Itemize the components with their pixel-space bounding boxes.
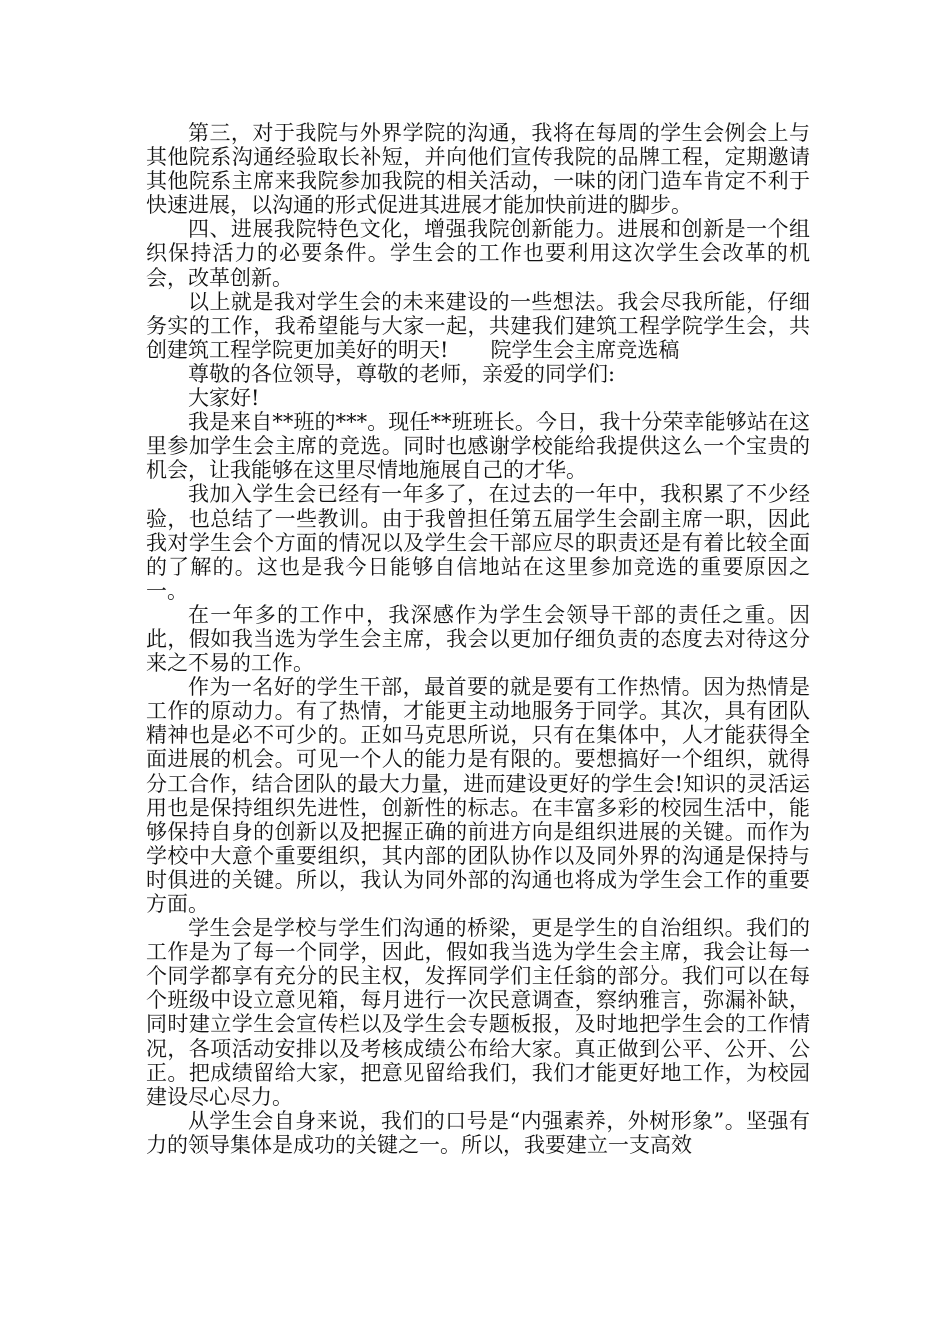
paragraph-1: 第三，对于我院与外界学院的沟通，我将在每周的学生会例会上与其他院系沟通经验取长补短，并向他们宣传我院的品牌工程，定期邀请其他院系主席来我院参加我院的相关活动，一味的闭门造车肯定不利于快速进展，以沟通的形式促进其进展才能加快前进的脚步。: [146, 121, 810, 218]
salutation: 尊敬的各位领导，尊敬的老师，亲爱的同学们:: [188, 361, 616, 386]
paragraph-3: 以上就是我对学生会的未来建设的一些想法。我会尽我所能，仔细务实的工作，我希望能与大家一起，共建我们建筑工程学院学生会，共创建筑工程学院更加美好的明天! 院学生会主席竞选稿: [146, 289, 810, 362]
paragraph-2: 四、进展我院特色文化，增强我院创新能力。进展和创新是一个组织保持活力的必要条件。学生会的工作也要利用这次学生会改革的机会，改革创新。: [146, 217, 810, 290]
paragraph-6: 我是来自**班的***。现任**班班长。今日，我十分荣幸能够站在这里参加学生会主席的竞选。同时也感谢学校能给我提供这么一个宝贵的机会，让我能够在这里尽情地施展自己的才华。: [146, 410, 810, 483]
paragraph-10: 学生会是学校与学生们沟通的桥梁，更是学生的自治组织。我们的工作是为了每一个同学，因此，假如我当选为学生会主席，我会让每一个同学都享有充分的民主权，发挥同学们主任翁的部分。我们可以在每个班级中设立意见箱，每月进行一次民意调查，察纳雅言，弥漏补缺，同时建立学生会宣传栏以及学生会专题板报，及时地把学生会的工作情况，各项活动安排以及考核成绩公布给大家。真正做到公平、公开、公正。把成绩留给大家，把意见留给我们，我们才能更好地工作，为校园建设尽心尽力。: [146, 916, 810, 1109]
paragraph-8: 在一年多的工作中，我深感作为学生会领导干部的责任之重。因此，假如我当选为学生会主席，我会以更加仔细负责的态度去对待这分来之不易的工作。: [146, 602, 810, 676]
document-body: [146, 121, 810, 1157]
greeting: 大家好!: [188, 386, 260, 411]
paragraph-9: 作为一名好的学生干部，最首要的就是要有工作热情。因为热情是工作的原动力。有了热情，才能更主动地服务于同学。其次，具有团队精神也是必不可少的。正如马克思所说，只有在集体中，人才能获得全面进展的机会。可见一个人的能力是有限的。要想搞好一个组织，就得分工合作，结合团队的最大力量，进而建设更好的学生会!知识的灵活运用也是保持组织先进性，创新性的标志。在丰富多彩的校园生活中，能够保持自身的创新以及把握正确的前进方向是组织进展的关键。而作为学校中大意个重要组织，其内部的团队协作以及同外界的沟通是保持与时俱进的关键。所以，我认为同外部的沟通也将成为学生会工作的重要方面。: [146, 675, 810, 916]
paragraph-7: 我加入学生会已经有一年多了，在过去的一年中，我积累了不少经验，也总结了一些教训。由于我曾担任第五届学生会副主席一职，因此我对学生会个方面的情况以及学生会干部应尽的职责还是有着比较全面的了解的。这也是我今日能够自信地站在这里参加竞选的重要原因之一。: [146, 482, 810, 603]
paragraph-11: 从学生会自身来说，我们的口号是“内强素养，外树形象”。坚强有力的领导集体是成功的关键之一。所以，我要建立一支高效: [146, 1108, 810, 1157]
